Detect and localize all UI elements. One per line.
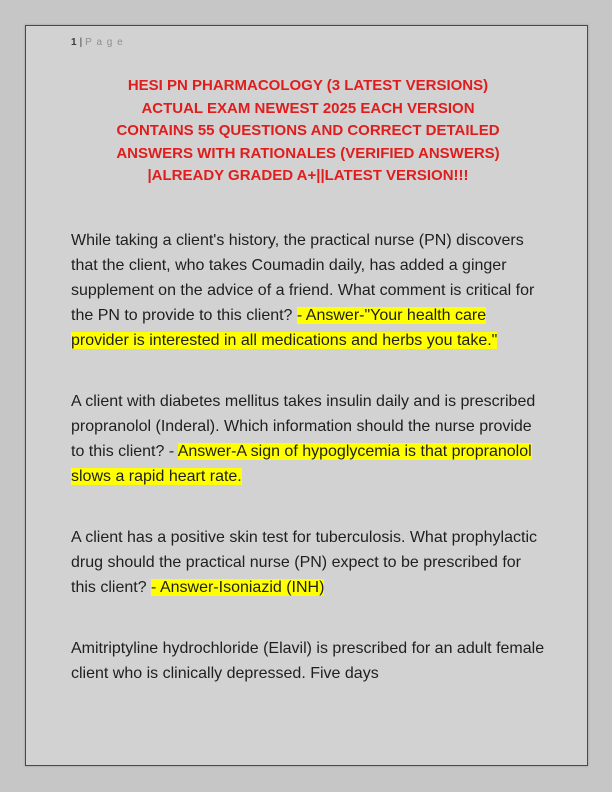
- title-line: HESI PN PHARMACOLOGY (3 LATEST VERSIONS): [127, 77, 489, 94]
- qa-paragraph: [71, 636, 545, 686]
- answer-highlight: Answer-A sign of hypoglycemia is that propranolol slows a rapid heart rate.: [71, 442, 532, 485]
- document-title: [71, 75, 545, 188]
- question-text: While taking a client's history, the practical nurse (PN) discovers that the client, who takes Coumadin daily, has added a ginger supplement on the advice of a friend. What comment is critical for the PN to provide to this client?: [71, 231, 535, 324]
- title-line: |ALREADY GRADED A+||LATEST VERSION!!!: [147, 167, 469, 184]
- question-text: A client has a positive skin test for tuberculosis. What prophylactic drug should the practical nurse (PN) expect to be prescribed for this client?: [71, 528, 537, 596]
- title-line: CONTAINS 55 QUESTIONS AND CORRECT DETAILED: [116, 122, 500, 139]
- title-line: ACTUAL EXAM NEWEST 2025 EACH VERSION: [141, 99, 475, 117]
- qa-paragraph: [71, 389, 545, 489]
- page-number-separator: |: [79, 37, 83, 48]
- document-page: [25, 25, 588, 766]
- title-line: ANSWERS WITH RATIONALES (VERIFIED ANSWERS): [116, 144, 500, 162]
- question-text: Amitriptyline hydrochloride (Elavil) is prescribed for an adult female client who is clinically depressed. Five days: [71, 639, 545, 682]
- question-text: A client with diabetes mellitus takes insulin daily and is prescribed propranolol (Inderal). Which information should the nurse provide to this client? -: [71, 392, 536, 460]
- page-header: [71, 36, 545, 49]
- qa-paragraph: [71, 228, 545, 353]
- page-content: [26, 26, 587, 686]
- answer-highlight: - Answer-"Your health care provider is interested in all medications and herbs you take.": [71, 306, 498, 349]
- answer-highlight: - Answer-Isoniazid (INH): [151, 578, 325, 596]
- qa-paragraph: [71, 525, 545, 600]
- qa-list: [71, 228, 545, 686]
- page-number: 1: [71, 37, 77, 48]
- page-label: P a g e: [85, 37, 124, 48]
